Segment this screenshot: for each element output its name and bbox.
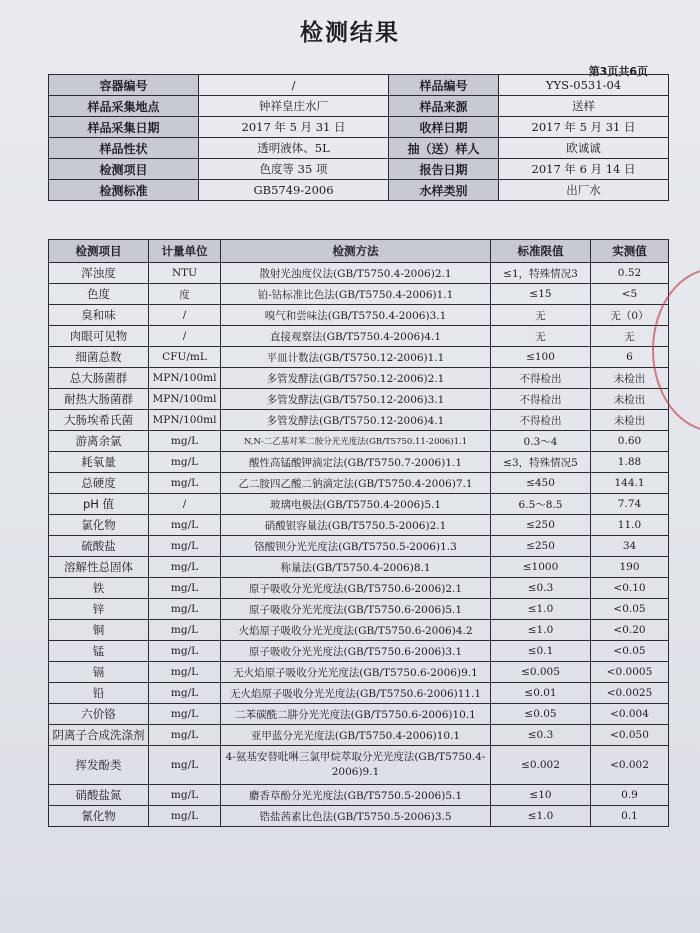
info-value: 2017 年 5 月 31 日 <box>499 117 669 138</box>
result-item: 硝酸盐氮 <box>49 785 149 806</box>
page-number: 第3页共6页 <box>588 65 648 78</box>
info-label: 样品采集日期 <box>49 117 199 138</box>
result-method: 铂-钴标准比色法(GB/T5750.4-2006)1.1 <box>221 284 491 305</box>
result-value: 1.88 <box>591 452 669 473</box>
result-value: 0.1 <box>591 806 669 827</box>
result-item: 铁 <box>49 578 149 599</box>
info-value: YYS-0531-04 <box>499 75 669 96</box>
result-item: 铜 <box>49 620 149 641</box>
result-row <box>49 641 669 662</box>
result-method: 硝酸银容量法(GB/T5750.5-2006)2.1 <box>221 515 491 536</box>
result-unit: mg/L <box>149 785 221 806</box>
result-limit: ≤10 <box>491 785 591 806</box>
result-unit: 度 <box>149 284 221 305</box>
result-value: <0.0025 <box>591 683 669 704</box>
result-value: <0.10 <box>591 578 669 599</box>
page-title: 检测结果 <box>300 20 400 46</box>
result-limit: ≤250 <box>491 515 591 536</box>
info-value: / <box>199 75 389 96</box>
result-method: 多管发酵法(GB/T5750.12-2006)3.1 <box>221 389 491 410</box>
result-row <box>49 806 669 827</box>
result-unit: CFU/mL <box>149 347 221 368</box>
result-method: N,N-二乙基对苯二胺分光光度法(GB/T5750.11-2006)1.1 <box>221 431 491 452</box>
result-method: 散射光浊度仪法(GB/T5750.4-2006)2.1 <box>221 263 491 284</box>
info-row <box>49 138 669 159</box>
result-limit: ≤15 <box>491 284 591 305</box>
result-unit: NTU <box>149 263 221 284</box>
result-limit: ≤0.005 <box>491 662 591 683</box>
result-limit: ≤3，特殊情况5 <box>491 452 591 473</box>
info-value: 2017 年 5 月 31 日 <box>199 117 389 138</box>
result-limit: 不得检出 <box>491 410 591 431</box>
info-value: 钟祥皇庄水厂 <box>199 96 389 117</box>
result-limit: ≤100 <box>491 347 591 368</box>
result-limit: ≤250 <box>491 536 591 557</box>
info-label: 样品编号 <box>389 75 499 96</box>
result-value: 7.74 <box>591 494 669 515</box>
result-value: <0.20 <box>591 620 669 641</box>
result-unit: mg/L <box>149 725 221 746</box>
result-limit: ≤0.05 <box>491 704 591 725</box>
result-method: 亚甲蓝分光光度法(GB/T5750.4-2006)10.1 <box>221 725 491 746</box>
result-unit: MPN/100ml <box>149 410 221 431</box>
result-limit: ≤0.3 <box>491 725 591 746</box>
info-label: 容器编号 <box>49 75 199 96</box>
result-value: 34 <box>591 536 669 557</box>
result-method: 无火焰原子吸收分光光度法(GB/T5750.6-2006)9.1 <box>221 662 491 683</box>
result-method: 多管发酵法(GB/T5750.12-2006)2.1 <box>221 368 491 389</box>
result-limit: 0.3～4 <box>491 431 591 452</box>
result-unit: mg/L <box>149 431 221 452</box>
info-value: 2017 年 6 月 14 日 <box>499 159 669 180</box>
result-item: 大肠埃希氏菌 <box>49 410 149 431</box>
result-limit: ≤1，特殊情况3 <box>491 263 591 284</box>
result-item: 锰 <box>49 641 149 662</box>
info-label: 检测标准 <box>49 180 199 201</box>
result-unit: mg/L <box>149 683 221 704</box>
result-method: 酸性高锰酸钾滴定法(GB/T5750.7-2006)1.1 <box>221 452 491 473</box>
result-method: 二苯碳酰二肼分光光度法(GB/T5750.6-2006)10.1 <box>221 704 491 725</box>
result-row <box>49 347 669 368</box>
result-limit: 不得检出 <box>491 389 591 410</box>
info-label: 样品采集地点 <box>49 96 199 117</box>
result-method: 麝香草酚分光光度法(GB/T5750.5-2006)5.1 <box>221 785 491 806</box>
result-limit: 6.5～8.5 <box>491 494 591 515</box>
result-row <box>49 578 669 599</box>
result-item: 耗氧量 <box>49 452 149 473</box>
result-row <box>49 473 669 494</box>
result-unit: mg/L <box>149 557 221 578</box>
result-limit: ≤1000 <box>491 557 591 578</box>
result-limit: 不得检出 <box>491 368 591 389</box>
result-limit: ≤0.1 <box>491 641 591 662</box>
result-method: 多管发酵法(GB/T5750.12-2006)4.1 <box>221 410 491 431</box>
result-method: 火焰原子吸收分光光度法(GB/T5750.6-2006)4.2 <box>221 620 491 641</box>
result-unit: mg/L <box>149 473 221 494</box>
result-row <box>49 620 669 641</box>
result-row <box>49 410 669 431</box>
result-unit: mg/L <box>149 599 221 620</box>
result-row <box>49 599 669 620</box>
info-label: 检测项目 <box>49 159 199 180</box>
result-unit: MPN/100ml <box>149 368 221 389</box>
result-row <box>49 368 669 389</box>
info-value: 送样 <box>499 96 669 117</box>
result-value: <0.05 <box>591 641 669 662</box>
result-method: 原子吸收分光光度法(GB/T5750.6-2006)5.1 <box>221 599 491 620</box>
header-value: 实测值 <box>591 240 669 263</box>
result-item: 挥发酚类 <box>49 746 149 785</box>
result-item: 总大肠菌群 <box>49 368 149 389</box>
result-row <box>49 494 669 515</box>
sample-info-table <box>48 74 669 201</box>
result-value: 11.0 <box>591 515 669 536</box>
result-value: <0.050 <box>591 725 669 746</box>
info-value: 欧诚诚 <box>499 138 669 159</box>
result-value: <0.002 <box>591 746 669 785</box>
results-table <box>48 239 669 827</box>
info-label: 收样日期 <box>389 117 499 138</box>
result-method: 玻璃电极法(GB/T5750.4-2006)5.1 <box>221 494 491 515</box>
result-value: 144.1 <box>591 473 669 494</box>
result-item: 游离余氯 <box>49 431 149 452</box>
result-method: 平皿计数法(GB/T5750.12-2006)1.1 <box>221 347 491 368</box>
result-row <box>49 389 669 410</box>
result-item: 臭和味 <box>49 305 149 326</box>
result-value: <0.004 <box>591 704 669 725</box>
result-row <box>49 683 669 704</box>
result-row <box>49 305 669 326</box>
result-unit: mg/L <box>149 620 221 641</box>
result-unit: / <box>149 326 221 347</box>
result-row <box>49 536 669 557</box>
result-item: 色度 <box>49 284 149 305</box>
info-row <box>49 117 669 138</box>
result-method: 原子吸收分光光度法(GB/T5750.6-2006)3.1 <box>221 641 491 662</box>
result-method: 直接观察法(GB/T5750.4-2006)4.1 <box>221 326 491 347</box>
result-row <box>49 662 669 683</box>
header-item: 检测项目 <box>49 240 149 263</box>
result-unit: mg/L <box>149 662 221 683</box>
header-unit: 计量单位 <box>149 240 221 263</box>
result-unit: / <box>149 305 221 326</box>
result-row <box>49 557 669 578</box>
result-method: 乙二胺四乙酸二钠滴定法(GB/T5750.4-2006)7.1 <box>221 473 491 494</box>
result-row <box>49 515 669 536</box>
info-value: 色度等 35 项 <box>199 159 389 180</box>
result-item: 肉眼可见物 <box>49 326 149 347</box>
results-header-row <box>49 240 669 263</box>
result-item: 耐热大肠菌群 <box>49 389 149 410</box>
result-method: 称量法(GB/T5750.4-2006)8.1 <box>221 557 491 578</box>
result-value: <5 <box>591 284 669 305</box>
info-label: 报告日期 <box>389 159 499 180</box>
result-unit: mg/L <box>149 806 221 827</box>
result-method: 锆盐茜素比色法(GB/T5750.5-2006)3.5 <box>221 806 491 827</box>
info-row <box>49 180 669 201</box>
result-item: 浑浊度 <box>49 263 149 284</box>
result-value: 0.52 <box>591 263 669 284</box>
result-unit: / <box>149 494 221 515</box>
result-unit: mg/L <box>149 515 221 536</box>
result-item: 六价铬 <box>49 704 149 725</box>
result-unit: mg/L <box>149 704 221 725</box>
result-limit: ≤1.0 <box>491 620 591 641</box>
info-label: 样品性状 <box>49 138 199 159</box>
result-limit: ≤0.002 <box>491 746 591 785</box>
info-value: GB5749-2006 <box>199 180 389 201</box>
result-limit: ≤0.3 <box>491 578 591 599</box>
result-value: <0.0005 <box>591 662 669 683</box>
result-limit: ≤450 <box>491 473 591 494</box>
result-row <box>49 326 669 347</box>
result-item: 氰化物 <box>49 806 149 827</box>
result-value: 0.60 <box>591 431 669 452</box>
info-row <box>49 96 669 117</box>
result-item: 铅 <box>49 683 149 704</box>
result-value: <0.05 <box>591 599 669 620</box>
result-unit: MPN/100ml <box>149 389 221 410</box>
result-unit: mg/L <box>149 578 221 599</box>
info-label: 水样类别 <box>389 180 499 201</box>
result-value: 未检出 <box>591 368 669 389</box>
result-row <box>49 263 669 284</box>
result-item: 阴离子合成洗涤剂 <box>49 725 149 746</box>
result-method: 嗅气和尝味法(GB/T5750.4-2006)3.1 <box>221 305 491 326</box>
result-item: 细菌总数 <box>49 347 149 368</box>
result-value: 6 <box>591 347 669 368</box>
result-method: 铬酸钡分光光度法(GB/T5750.5-2006)1.3 <box>221 536 491 557</box>
result-value: 未检出 <box>591 410 669 431</box>
result-limit: 无 <box>491 326 591 347</box>
result-method: 无火焰原子吸收分光光度法(GB/T5750.6-2006)11.1 <box>221 683 491 704</box>
result-limit: ≤1.0 <box>491 806 591 827</box>
result-item: 硫酸盐 <box>49 536 149 557</box>
result-value: 0.9 <box>591 785 669 806</box>
result-unit: mg/L <box>149 536 221 557</box>
result-row <box>49 431 669 452</box>
result-item: 溶解性总固体 <box>49 557 149 578</box>
info-label: 样品来源 <box>389 96 499 117</box>
result-item: 锌 <box>49 599 149 620</box>
result-row <box>49 785 669 806</box>
result-limit: 无 <box>491 305 591 326</box>
header-method: 检测方法 <box>221 240 491 263</box>
result-item: 镉 <box>49 662 149 683</box>
info-label: 抽（送）样人 <box>389 138 499 159</box>
result-value: 未检出 <box>591 389 669 410</box>
result-method: 原子吸收分光光度法(GB/T5750.6-2006)2.1 <box>221 578 491 599</box>
info-row <box>49 75 669 96</box>
result-limit: ≤0.01 <box>491 683 591 704</box>
info-value: 透明液体、5L <box>199 138 389 159</box>
result-value: 190 <box>591 557 669 578</box>
result-row <box>49 284 669 305</box>
result-value: 无（0） <box>591 305 669 326</box>
result-item: pH 值 <box>49 494 149 515</box>
result-item: 氯化物 <box>49 515 149 536</box>
result-value: 无 <box>591 326 669 347</box>
header-limit: 标准限值 <box>491 240 591 263</box>
result-unit: mg/L <box>149 452 221 473</box>
result-item: 总硬度 <box>49 473 149 494</box>
result-unit: mg/L <box>149 641 221 662</box>
result-unit: mg/L <box>149 746 221 785</box>
result-row <box>49 452 669 473</box>
info-value: 出厂水 <box>499 180 669 201</box>
info-row <box>49 159 669 180</box>
result-row <box>49 725 669 746</box>
result-limit: ≤1.0 <box>491 599 591 620</box>
result-method: 4-氨基安替吡啉三氯甲烷萃取分光光度法(GB/T5750.4-2006)9.1 <box>221 746 491 785</box>
result-row <box>49 746 669 785</box>
result-row <box>49 704 669 725</box>
